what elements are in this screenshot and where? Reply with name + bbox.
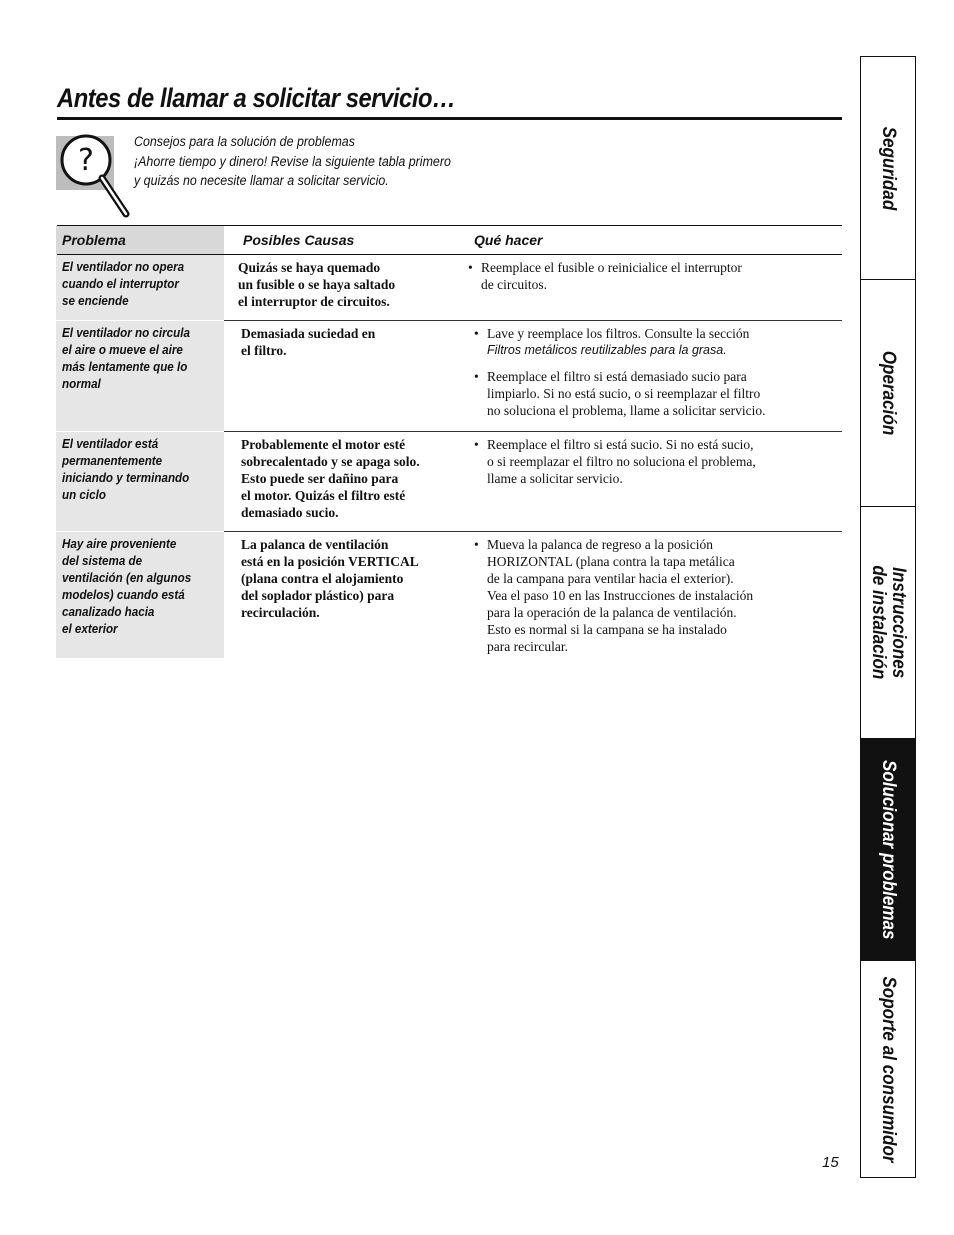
- cause-cell: Demasiada suciedad en el filtro.: [241, 326, 376, 358]
- tab-label: Solucionar problemas: [878, 759, 899, 940]
- what-to-do-cell: [472, 436, 756, 487]
- section-tabs: [860, 56, 916, 1178]
- bullet-icon: •: [474, 537, 479, 552]
- magnifier-question-icon: [56, 134, 136, 220]
- list-item: • Reemplace el filtro si está sucio. Si no está sucio, o si reemplazar el filtro no soluciona el problema, llame a solicitar servicio.: [474, 437, 756, 486]
- title-rule: [57, 117, 842, 120]
- bullet-icon: •: [474, 326, 479, 341]
- svg-text:?: ?: [78, 143, 94, 178]
- column-header-problem: Problema: [56, 226, 224, 254]
- table-row: [56, 255, 842, 320]
- bullet-icon: •: [474, 437, 479, 452]
- list-item: • Reemplace el filtro si está demasiado sucio para limpiarlo. Si no está sucio, o si reemplazar el filtro no soluciona el problema, llame a solicitar servicio.: [474, 369, 766, 418]
- table-row: [56, 321, 842, 431]
- what-to-do-cell: [472, 325, 766, 419]
- tab-label: Instrucciones de instalación: [868, 565, 909, 680]
- list-item: • Lave y reemplace los filtros. Consulte la sección Filtros metálicos reutilizables para la grasa.: [472, 325, 766, 359]
- table-row: [56, 532, 842, 658]
- tips-heading: Consejos para la solución de problemas: [134, 134, 355, 149]
- list-item: • Reemplace el fusible o reinicialice el interruptor de circuitos.: [468, 260, 742, 292]
- cause-cell: Probablemente el motor esté sobrecalentado y se apaga solo. Esto puede ser dañino para el motor. Quizás el filtro esté demasiado sucio.: [241, 437, 420, 520]
- column-header-causes: Posibles Causas: [243, 232, 355, 248]
- table-row: [56, 432, 842, 531]
- tab-solucionar-problemas[interactable]: [861, 738, 915, 960]
- problem-cell: Hay aire proveniente del sistema de ventilación (en algunos modelos) cuando está canalizado hacia el exterior: [56, 532, 224, 658]
- tab-instrucciones-de-instalacion[interactable]: [861, 506, 915, 738]
- what-to-do-cell: [466, 259, 742, 293]
- cause-cell: La palanca de ventilación está en la posición VERTICAL (plana contra el alojamiento del soplador plástico) para recirculación.: [241, 537, 419, 620]
- what-to-do-cell: [472, 536, 753, 655]
- tips-line: ¡Ahorre tiempo y dinero! Revise la siguiente tabla primero: [134, 153, 451, 169]
- list-item: • Mueva la palanca de regreso a la posición HORIZONTAL (plana contra la tapa metálica de la campana para ventilar hacia el exterior). Vea el paso 10 en las Instrucciones de instalación para la operación de la palanca de ventilación. Esto es normal si la campana se ha instalado para recircular.: [474, 537, 754, 654]
- tab-label: Seguridad: [878, 126, 899, 210]
- tips-line: y quizás no necesite llamar a solicitar servicio.: [134, 173, 389, 188]
- problem-cell: El ventilador no circula el aire o mueve el aire más lentamente que lo normal: [56, 321, 224, 431]
- column-header-what-to-do: Qué hacer: [474, 232, 543, 248]
- bullet-icon: •: [468, 260, 473, 275]
- italic-reference: Filtros metálicos reutilizables para la grasa.: [487, 343, 727, 357]
- problem-cell: El ventilador está permanentemente iniciando y terminando un ciclo: [56, 432, 224, 531]
- cause-cell: Quizás se haya quemado un fusible o se haya saltado el interruptor de circuitos.: [238, 260, 396, 309]
- tab-seguridad[interactable]: [861, 57, 915, 279]
- problem-cell: El ventilador no opera cuando el interruptor se enciende: [56, 255, 224, 320]
- tab-label: Soporte al consumidor: [878, 975, 899, 1163]
- tab-label: Operación: [878, 350, 899, 436]
- tab-operacion[interactable]: [861, 279, 915, 506]
- page-title: Antes de llamar a solicitar servicio…: [57, 83, 456, 113]
- tab-soporte-al-consumidor[interactable]: [861, 960, 915, 1177]
- tips-block: [134, 132, 478, 191]
- page-number: 15: [822, 1154, 839, 1171]
- bullet-icon: •: [474, 369, 479, 384]
